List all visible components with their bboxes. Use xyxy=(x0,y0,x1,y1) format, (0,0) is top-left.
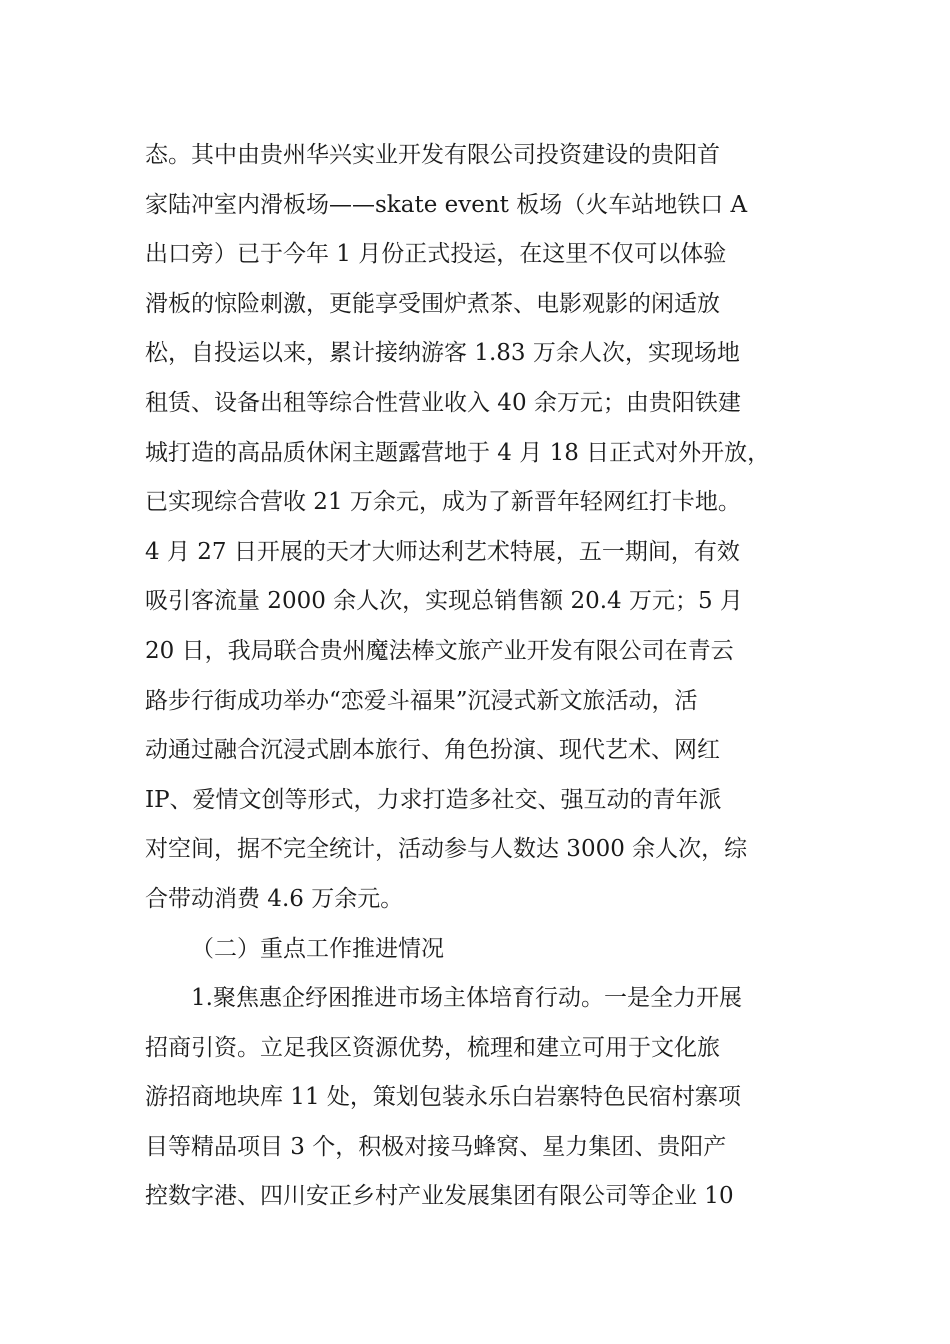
text-line: 合带动消费 4.6 万余元。 xyxy=(145,885,404,912)
section-heading: （二）重点工作推进情况 xyxy=(191,935,444,962)
text-line: 路步行街成功举办“恋爱斗福果”沉浸式新文旅活动，活 xyxy=(145,687,698,714)
text-line: 已实现综合营收 21 万余元，成为了新晋年轻网红打卡地。 xyxy=(145,489,741,516)
text-line: 家陆冲室内滑板场——skate event 板场（火车站地铁口 A xyxy=(145,191,748,218)
text-line: 对空间，据不完全统计，活动参与人数达 3000 余人次，综 xyxy=(145,836,748,863)
text-line: 滑板的惊险刺激，更能享受围炉煮茶、电影观影的闲适放 xyxy=(145,290,720,317)
text-line: 城打造的高品质休闲主题露营地于 4 月 18 日正式对外开放， xyxy=(145,439,771,466)
body-text xyxy=(145,131,815,1222)
text-line: 松，自投运以来，累计接纳游客 1.83 万余人次，实现场地 xyxy=(145,340,740,367)
text-line: 招商引资。立足我区资源优势，梳理和建立可用于文化旅 xyxy=(145,1034,720,1061)
text-line: 控数字港、四川安正乡村产业发展集团有限公司等企业 10 xyxy=(145,1183,734,1210)
text-line: 态。其中由贵州华兴实业开发有限公司投资建设的贵阳首 xyxy=(145,142,720,168)
text-line: 游招商地块库 11 处，策划包装永乐白岩寨特色民宿村寨项 xyxy=(145,1084,741,1111)
text-line: 目等精品项目 3 个，积极对接马蜂窝、星力集团、贵阳产 xyxy=(145,1133,727,1160)
text-line: 动通过融合沉浸式剧本旅行、角色扮演、现代艺术、网红 xyxy=(145,737,720,764)
text-line: IP、爱情文创等形式，力求打造多社交、强互动的青年派 xyxy=(145,786,722,813)
paragraph-first-line: 1.聚焦惠企纾困推进市场主体培育行动。一是全力开展 xyxy=(191,985,742,1012)
text-line: 出口旁）已于今年 1 月份正式投运，在这里不仅可以体验 xyxy=(145,241,727,268)
text-line: 吸引客流量 2000 余人次，实现总销售额 20.4 万元；5 月 xyxy=(145,588,743,615)
text-line: 租赁、设备出租等综合性营业收入 40 余万元；由贵阳铁建 xyxy=(145,389,741,416)
text-line: 20 日，我局联合贵州魔法棒文旅产业开发有限公司在青云 xyxy=(145,637,734,664)
text-line: 4 月 27 日开展的天才大师达利艺术特展，五一期间，有效 xyxy=(145,538,740,565)
